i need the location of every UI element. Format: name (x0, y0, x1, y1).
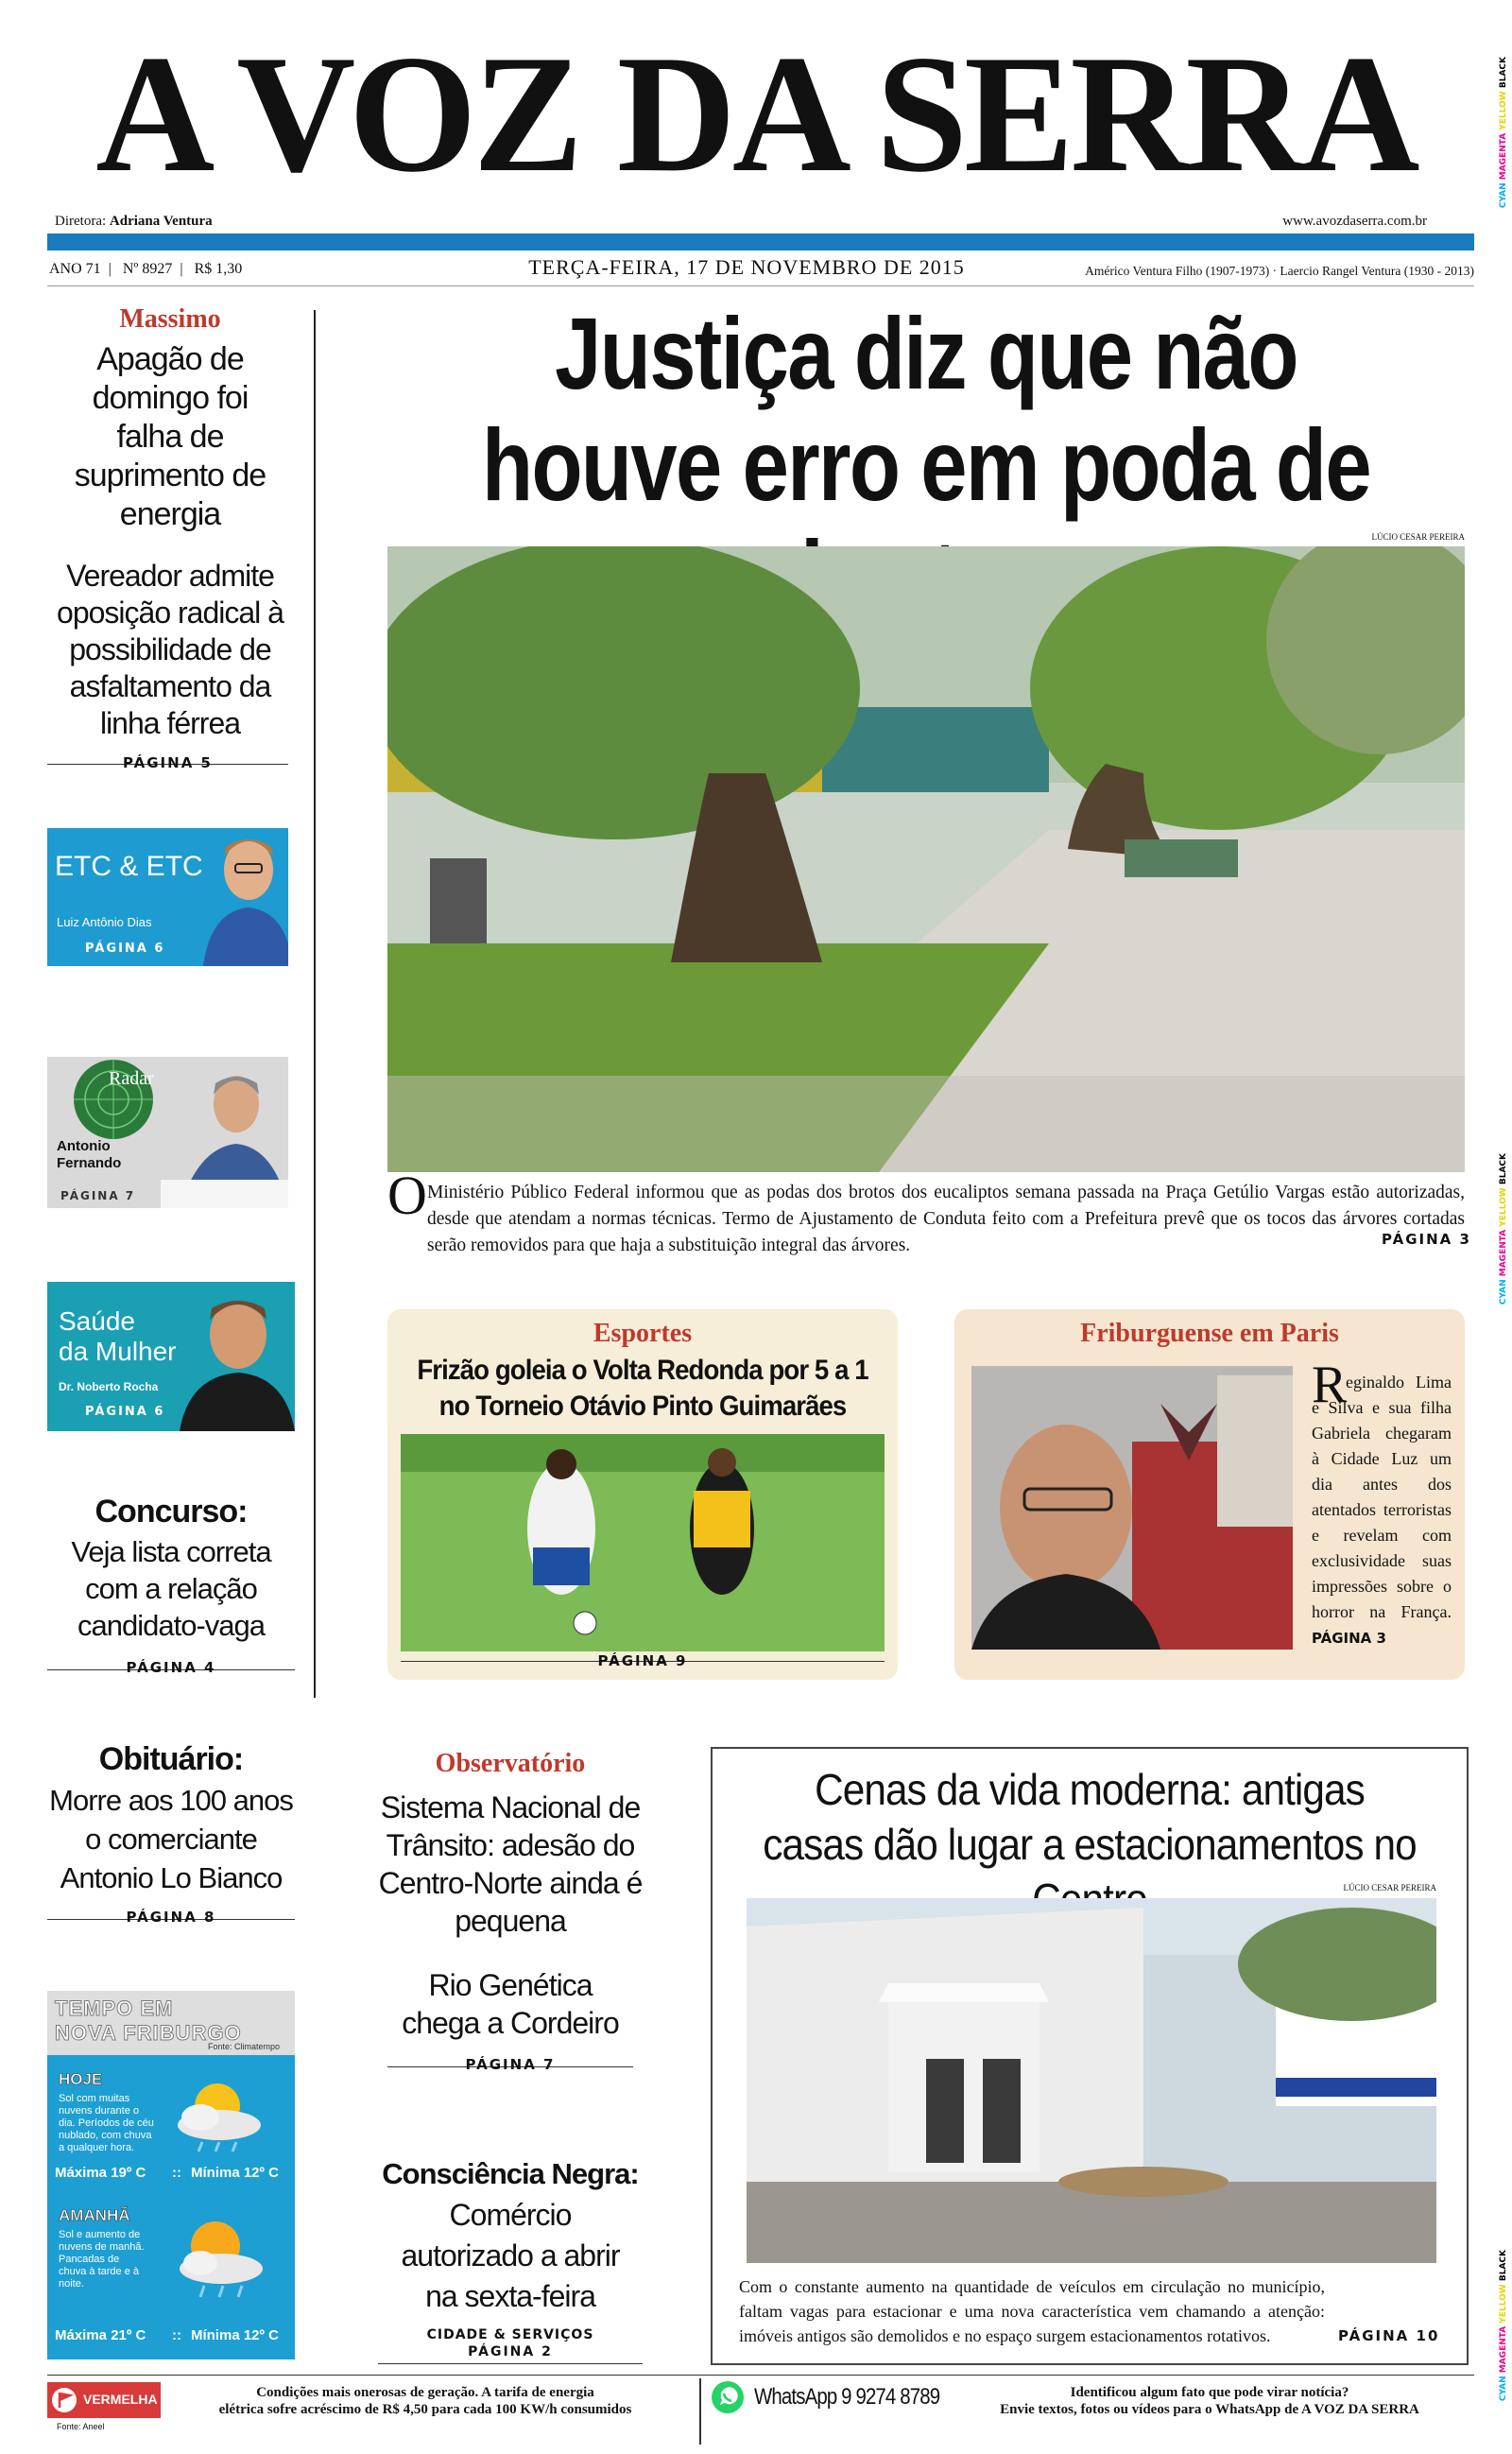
radar-author-1: Antonio (57, 1138, 111, 1154)
footer-divider (47, 2375, 1474, 2376)
yellow-label: YELLOW (1499, 1187, 1508, 1227)
masthead-title: A VOZ DA SERRA (95, 20, 1417, 207)
obituario-title: Obituário: (98, 1741, 244, 1777)
lead-headline[interactable]: Justiça diz que não houve erro em poda de (482, 296, 1370, 522)
sun-cloud-rain-icon (163, 2208, 276, 2303)
color-bar-top (1499, 57, 1508, 208)
flag-source: Fonte: Aneel (57, 2422, 105, 2431)
tomorrow-min: Mínima 12º C (191, 2327, 280, 2343)
weather-box (47, 1991, 295, 2359)
cenas-box[interactable] (711, 1747, 1469, 2365)
rule (378, 2363, 643, 2364)
whatsapp-number: WhatsApp 9 9274 8789 (754, 2384, 940, 2410)
columnist-portrait (161, 1057, 288, 1208)
radar-title: Radar (109, 1068, 154, 1089)
cenas-page: PÁGINA 10 (1338, 2327, 1440, 2344)
black-label: BLACK (1499, 1153, 1508, 1185)
partly-cloudy-rain-icon (163, 2072, 276, 2157)
massimo-headline-2[interactable]: Vereador admite oposição radical à possibilidade de asfaltamento da linha férrea (57, 559, 284, 740)
weather-title-2: NOVA FRIBURGO (55, 2021, 242, 2045)
massimo-kicker: Massimo (119, 304, 221, 334)
tomorrow-max: Máxima 21º C (55, 2327, 146, 2343)
magenta-label: MAGENTA (1499, 1229, 1508, 1277)
separator: | (176, 261, 191, 277)
lead-photo-credit: LÚCIO CESAR PEREIRA (1371, 532, 1465, 542)
cenas-body: Com o constante aumento na quantidade de veículos em circulação no município, faltam vagas para estacionar e uma nova característica vem chamando a atenção: imóveis antigos são demolidos e no espaço surgem estacionamentos rotativos. (739, 2277, 1325, 2345)
cenas-headline: Cenas da vida moderna: antigas casas dão lugar a estacionamentos no (763, 1765, 1417, 1869)
observatorio-kicker: Observatório (435, 1749, 586, 1778)
massimo-headline-1[interactable]: Apagão de domingo foi falha de suprimento de energia (74, 341, 266, 532)
lead-body (427, 1180, 1465, 1259)
weather-source: Fonte: Climatempo (208, 2042, 281, 2051)
weather-title-1: TEMPO EM (55, 1996, 174, 2020)
massimo-page[interactable]: PÁGINA 5 (123, 754, 213, 771)
cyan-label: CYAN (1499, 1279, 1508, 1305)
yellow-label: YELLOW (1499, 2284, 1508, 2324)
lead-photo-park (387, 546, 1465, 1172)
director-line (55, 214, 213, 230)
obituario-page[interactable]: PÁGINA 8 (126, 1909, 216, 1926)
footer-cta-1: Identificou algum fato que pode virar notícia? (1070, 2385, 1349, 2400)
saude-page: PÁGINA 6 (85, 1405, 165, 1419)
today-text: Sol com muitas nuvens durante o dia. Períodos de céu nublado, com chuva a qualquer hora. (59, 2093, 154, 2153)
today-max: Máxima 19º C (55, 2165, 146, 2181)
observatorio-headline-1[interactable]: Sistema Nacional de Trânsito: adesão do Centro-Norte ainda é pequena (378, 1790, 643, 1938)
black-label: BLACK (1499, 2250, 1508, 2282)
paris-photo-selfie (971, 1366, 1293, 1650)
issue-info (49, 261, 242, 278)
radar-box[interactable] (47, 1057, 288, 1208)
radar-page: PÁGINA 7 (60, 1189, 136, 1202)
issue-price: R$ 1,30 (194, 261, 243, 277)
lead-dropcap: O (387, 1165, 427, 1226)
etc-author: Luiz Antônio Dias (57, 915, 152, 929)
director-label: Diretora: (55, 214, 107, 229)
tariff-flag-box (47, 2382, 161, 2418)
cyan-label: CYAN (1499, 2376, 1508, 2402)
lead-page[interactable]: PÁGINA 3 (1382, 1231, 1471, 1248)
today-label: HOJE (59, 2070, 103, 2088)
concurso-text[interactable]: Veja lista correta com a relação candidato-vaga (71, 1535, 271, 1642)
magenta-label: MAGENTA (1499, 2325, 1508, 2374)
consciencia-page[interactable]: PÁGINA 2 (468, 2344, 553, 2359)
footer-cta-2: Envie textos, fotos ou vídeos para o WhatsApp de A VOZ DA SERRA (1000, 2402, 1419, 2417)
columnist-portrait (203, 828, 288, 966)
weather-sep: :: (172, 2327, 181, 2343)
observatorio-headline-2[interactable]: Rio Genética chega a Cordeiro (402, 1968, 619, 2040)
paris-kicker: Friburguense em Paris (1080, 1319, 1339, 1348)
esportes-headline: Frizão goleia o Volta Redonda por 5 a 1 no Torneio Otávio Pinto Guimarães (417, 1355, 868, 1422)
footer-vertical-divider (699, 2378, 701, 2445)
energy-text-2: elétrica sofre acréscimo de R$ 4,50 para cada 100 KW/h consumidos (218, 2402, 632, 2417)
observatorio-page[interactable]: PÁGINA 7 (465, 2056, 556, 2073)
paris-page: PÁGINA 3 (1312, 1630, 1386, 1647)
concurso-page[interactable]: PÁGINA 4 (126, 1659, 216, 1676)
weather-sep: :: (172, 2165, 181, 2181)
saude-title-2: da Mulher (59, 1337, 177, 1366)
cyan-label: CYAN (1499, 182, 1508, 209)
lead-body-text: Ministério Público Federal informou que as podas dos brotos dos eucaliptos semana passada na Praça Getúlio Vargas estão autorizadas, desde que atendam a normas técnicas. Termo de Ajustamento de Conduta feito com a Prefeitura prevê que os tocos das árvores cortadas serão removidos para que haja a substituição integral das árvores. (427, 1183, 1465, 1255)
issue-number: Nº 8927 (122, 261, 173, 277)
consciencia-text[interactable]: Comércio autorizado a abrir na sexta-feira (401, 2198, 620, 2313)
consciencia-section[interactable]: CIDADE & SERVIÇOS (426, 2327, 594, 2342)
footer-cta (945, 2384, 1474, 2418)
radar-author-2: Fernando (57, 1155, 122, 1171)
masthead-divider (47, 285, 1474, 286)
sidebar-divider (314, 310, 316, 1698)
separator: | (104, 261, 119, 277)
etc-box[interactable] (47, 828, 288, 966)
issue-date: TERÇA-FEIRA, 17 DE NOVEMBRO DE 2015 (528, 255, 965, 279)
columnist-portrait (180, 1282, 295, 1431)
saude-author: Dr. Noberto Rocha (59, 1380, 159, 1393)
paris-box[interactable] (954, 1309, 1465, 1680)
saude-title-1: Saúde (59, 1306, 135, 1336)
flag-icon (51, 2387, 77, 2413)
color-bar-mid (1499, 1153, 1508, 1305)
whatsapp-icon (711, 2380, 745, 2414)
obituario-text[interactable]: Morre aos 100 anos o comerciante Antonio Lo Bianco (49, 1784, 293, 1894)
director-name: Adriana Ventura (109, 214, 213, 229)
paris-body (1312, 1370, 1452, 1651)
esportes-photo-soccer (401, 1434, 885, 1651)
yellow-label: YELLOW (1499, 91, 1508, 130)
consciencia-title: Consciência Negra: (382, 2157, 639, 2190)
energy-text-1: Condições mais onerosas de geração. A tarifa de energia (256, 2385, 594, 2400)
issue-year: ANO 71 (49, 261, 101, 277)
energy-text (170, 2384, 680, 2418)
today-min: Mínima 12º C (191, 2165, 280, 2181)
cenas-photo-credit: LÚCIO CESAR PEREIRA (1343, 1883, 1436, 1892)
etc-title: ETC & ETC (55, 851, 203, 882)
black-label: BLACK (1499, 57, 1508, 89)
concurso-title: Concurso: (94, 1494, 248, 1529)
saude-box[interactable] (47, 1282, 295, 1431)
magenta-label: MAGENTA (1499, 132, 1508, 181)
founders: Américo Ventura Filho (1907-1973) · Laercio Rangel Ventura (1930 - 2013) (1085, 264, 1474, 278)
color-bar-bottom (1499, 2250, 1508, 2401)
esportes-page: PÁGINA 9 (597, 1652, 688, 1669)
tomorrow-label: AMANHÃ (59, 2206, 130, 2224)
paris-body-text: eginaldo Lima e Silva e sua filha Gabriela chegaram à Cidade Luz um dia antes dos atentados terroristas e revelam com exclusividade suas impressões sobre o horror na França. (1312, 1373, 1452, 1621)
cenas-photo-parking (747, 1898, 1436, 2263)
esportes-kicker: Esportes (593, 1319, 693, 1348)
etc-page: PÁGINA 6 (85, 942, 165, 956)
tomorrow-text: Sol e aumento de nuvens de manhã. Pancadas de chuva à tarde e à noite. (59, 2229, 145, 2290)
esportes-box[interactable] (387, 1309, 898, 1680)
paris-dropcap: R (1312, 1356, 1348, 1414)
website[interactable]: www.avozdaserra.com.br (1282, 214, 1427, 229)
flag-label: VERMELHA (83, 2392, 158, 2407)
masthead-blue-bar (47, 233, 1474, 251)
